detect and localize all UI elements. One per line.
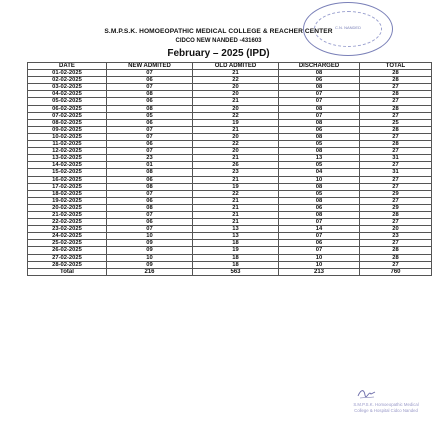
col-header-old-admited: OLD ADMITED [193, 63, 279, 70]
cell-date: 09-02-2025 [28, 126, 107, 133]
cell-total: 28 [360, 77, 432, 84]
cell-date: 02-02-2025 [28, 77, 107, 84]
cell-new-admited: 09 [107, 240, 193, 247]
cell-new-admited: 07 [107, 148, 193, 155]
cell-old-admited: 19 [193, 247, 279, 254]
cell-old-admited: 26 [193, 162, 279, 169]
cell-discharged: 08 [279, 119, 360, 126]
cell-total: 28 [360, 70, 432, 77]
cell-old-admited: 22 [193, 141, 279, 148]
cell-total: 27 [360, 148, 432, 155]
cell-date: 16-02-2025 [28, 176, 107, 183]
cell-new-admited: 10 [107, 233, 193, 240]
signature-block [340, 402, 432, 414]
cell-date: 05-02-2025 [28, 98, 107, 105]
total-discharged: 213 [279, 268, 360, 275]
cell-new-admited: 07 [107, 70, 193, 77]
table-row [28, 98, 432, 105]
cell-total: 27 [360, 98, 432, 105]
cell-date: 17-02-2025 [28, 183, 107, 190]
cell-old-admited: 20 [193, 133, 279, 140]
cell-old-admited: 21 [193, 197, 279, 204]
signature-line-2: College & Hospital Cidco Nanded [354, 408, 418, 413]
cell-date: 25-02-2025 [28, 240, 107, 247]
cell-old-admited: 20 [193, 84, 279, 91]
cell-old-admited: 21 [193, 176, 279, 183]
cell-new-admited: 06 [107, 77, 193, 84]
col-header-date: DATE [28, 63, 107, 70]
cell-discharged: 07 [279, 247, 360, 254]
table-row [28, 162, 432, 169]
cell-new-admited: 23 [107, 155, 193, 162]
cell-old-admited: 13 [193, 226, 279, 233]
cell-new-admited: 08 [107, 105, 193, 112]
cell-date: 15-02-2025 [28, 169, 107, 176]
cell-discharged: 07 [279, 112, 360, 119]
cell-new-admited: 06 [107, 219, 193, 226]
cell-date: 01-02-2025 [28, 70, 107, 77]
table-row [28, 70, 432, 77]
total-old-admited: 563 [193, 268, 279, 275]
cell-total: 27 [360, 176, 432, 183]
cell-total: 28 [360, 126, 432, 133]
cell-date: 12-02-2025 [28, 148, 107, 155]
cell-old-admited: 21 [193, 126, 279, 133]
cell-discharged: 05 [279, 141, 360, 148]
cell-new-admited: 07 [107, 190, 193, 197]
cell-discharged: 06 [279, 77, 360, 84]
cell-total: 28 [360, 141, 432, 148]
cell-date: 18-02-2025 [28, 190, 107, 197]
table-row [28, 77, 432, 84]
cell-date: 07-02-2025 [28, 112, 107, 119]
table-row [28, 226, 432, 233]
cell-new-admited: 08 [107, 183, 193, 190]
cell-date: 26-02-2025 [28, 247, 107, 254]
cell-discharged: 08 [279, 211, 360, 218]
table-row [28, 133, 432, 140]
cell-total: 25 [360, 119, 432, 126]
cell-total: 27 [360, 112, 432, 119]
cell-date: 14-02-2025 [28, 162, 107, 169]
cell-old-admited: 21 [193, 204, 279, 211]
cell-total: 27 [360, 261, 432, 268]
cell-date: 28-02-2025 [28, 261, 107, 268]
cell-date: 23-02-2025 [28, 226, 107, 233]
cell-new-admited: 08 [107, 169, 193, 176]
cell-new-admited: 06 [107, 98, 193, 105]
cell-new-admited: 07 [107, 84, 193, 91]
cell-date: 06-02-2025 [28, 105, 107, 112]
cell-total: 28 [360, 211, 432, 218]
table-row [28, 190, 432, 197]
cell-discharged: 08 [279, 133, 360, 140]
cell-discharged: 04 [279, 169, 360, 176]
table-row [28, 84, 432, 91]
table-row [28, 233, 432, 240]
cell-total: 27 [360, 183, 432, 190]
cell-total: 29 [360, 204, 432, 211]
cell-discharged: 10 [279, 254, 360, 261]
cell-old-admited: 22 [193, 77, 279, 84]
cell-date: 13-02-2025 [28, 155, 107, 162]
table-row [28, 91, 432, 98]
cell-new-admited: 07 [107, 133, 193, 140]
cell-date: 21-02-2025 [28, 211, 107, 218]
cell-total: 31 [360, 155, 432, 162]
cell-old-admited: 21 [193, 70, 279, 77]
cell-old-admited: 18 [193, 254, 279, 261]
table-row [28, 155, 432, 162]
table-row [28, 261, 432, 268]
cell-date: 20-02-2025 [28, 204, 107, 211]
cell-discharged: 06 [279, 204, 360, 211]
cell-old-admited: 19 [193, 119, 279, 126]
table-header-row [28, 63, 432, 70]
table-total-row [28, 268, 432, 275]
cell-total: 31 [360, 169, 432, 176]
table-row [28, 126, 432, 133]
cell-old-admited: 23 [193, 169, 279, 176]
cell-discharged: 06 [279, 240, 360, 247]
cell-discharged: 08 [279, 148, 360, 155]
cell-new-admited: 09 [107, 247, 193, 254]
cell-old-admited: 21 [193, 98, 279, 105]
cell-total: 27 [360, 84, 432, 91]
cell-old-admited: 20 [193, 91, 279, 98]
total-total: 760 [360, 268, 432, 275]
seal-text: C.N. NANDED [334, 25, 361, 30]
cell-old-admited: 20 [193, 148, 279, 155]
cell-total: 28 [360, 105, 432, 112]
cell-total: 27 [360, 162, 432, 169]
cell-old-admited: 18 [193, 261, 279, 268]
cell-total: 27 [360, 240, 432, 247]
cell-old-admited: 22 [193, 190, 279, 197]
signature-line-1: S.M.P.S.K. Homoeopathic Medical [353, 402, 419, 407]
cell-total: 27 [360, 197, 432, 204]
cell-discharged: 07 [279, 233, 360, 240]
cell-discharged: 08 [279, 84, 360, 91]
cell-date: 24-02-2025 [28, 233, 107, 240]
cell-discharged: 07 [279, 219, 360, 226]
cell-date: 11-02-2025 [28, 141, 107, 148]
cell-old-admited: 13 [193, 233, 279, 240]
cell-old-admited: 18 [193, 240, 279, 247]
cell-date: 03-02-2025 [28, 84, 107, 91]
cell-discharged: 10 [279, 176, 360, 183]
table-row [28, 254, 432, 261]
cell-discharged: 05 [279, 190, 360, 197]
college-name: S.M.P.S.K. HOMOEOPATHIC MEDICAL COLLEGE & REACHER CENTER [104, 28, 333, 35]
cell-new-admited: 08 [107, 204, 193, 211]
col-header-total: TOTAL [360, 63, 432, 70]
signature-mark [356, 387, 378, 399]
cell-total: 23 [360, 233, 432, 240]
table-row [28, 141, 432, 148]
cell-discharged: 07 [279, 91, 360, 98]
table-row [28, 204, 432, 211]
cell-new-admited: 06 [107, 197, 193, 204]
table-row [28, 247, 432, 254]
cell-date: 10-02-2025 [28, 133, 107, 140]
cell-discharged: 05 [279, 162, 360, 169]
cell-discharged: 10 [279, 261, 360, 268]
table-row [28, 105, 432, 112]
table-row [28, 176, 432, 183]
table-row [28, 148, 432, 155]
cell-discharged: 06 [279, 126, 360, 133]
col-header-new-admited: NEW ADMITED [107, 63, 193, 70]
table-row [28, 119, 432, 126]
cell-date: 08-02-2025 [28, 119, 107, 126]
table-row [28, 197, 432, 204]
cell-date: 04-02-2025 [28, 91, 107, 98]
cell-old-admited: 21 [193, 219, 279, 226]
table-row [28, 169, 432, 176]
cell-total: 28 [360, 247, 432, 254]
table-row [28, 183, 432, 190]
cell-date: 22-02-2025 [28, 219, 107, 226]
cell-discharged: 13 [279, 155, 360, 162]
cell-total: 29 [360, 190, 432, 197]
cell-discharged: 07 [279, 98, 360, 105]
cell-discharged: 08 [279, 183, 360, 190]
total-label: Total [28, 268, 107, 275]
cell-old-admited: 22 [193, 112, 279, 119]
cell-new-admited: 01 [107, 162, 193, 169]
table-row [28, 240, 432, 247]
cell-total: 28 [360, 91, 432, 98]
cell-old-admited: 20 [193, 105, 279, 112]
cell-date: 27-02-2025 [28, 254, 107, 261]
cell-discharged: 08 [279, 197, 360, 204]
cell-new-admited: 05 [107, 112, 193, 119]
cell-total: 20 [360, 226, 432, 233]
cell-old-admited: 21 [193, 211, 279, 218]
cell-total: 27 [360, 133, 432, 140]
report-month-title: February – 2025 (IPD) [167, 48, 270, 59]
cell-new-admited: 07 [107, 226, 193, 233]
table-row [28, 112, 432, 119]
table-row [28, 211, 432, 218]
cell-new-admited: 06 [107, 119, 193, 126]
total-new-admited: 216 [107, 268, 193, 275]
cell-total: 27 [360, 219, 432, 226]
cell-new-admited: 07 [107, 126, 193, 133]
cell-new-admited: 06 [107, 141, 193, 148]
table-row [28, 219, 432, 226]
cell-new-admited: 09 [107, 261, 193, 268]
cell-new-admited: 06 [107, 176, 193, 183]
cell-new-admited: 08 [107, 91, 193, 98]
ipd-table [27, 62, 432, 276]
cell-old-admited: 19 [193, 183, 279, 190]
cell-discharged: 08 [279, 70, 360, 77]
cell-date: 19-02-2025 [28, 197, 107, 204]
cell-total: 28 [360, 254, 432, 261]
cell-new-admited: 07 [107, 211, 193, 218]
college-address: CIDCO NEW NANDED -431603 [175, 38, 262, 44]
cell-old-admited: 21 [193, 155, 279, 162]
cell-discharged: 08 [279, 105, 360, 112]
cell-discharged: 14 [279, 226, 360, 233]
col-header-discharged: DISCHARGED [279, 63, 360, 70]
cell-new-admited: 10 [107, 254, 193, 261]
